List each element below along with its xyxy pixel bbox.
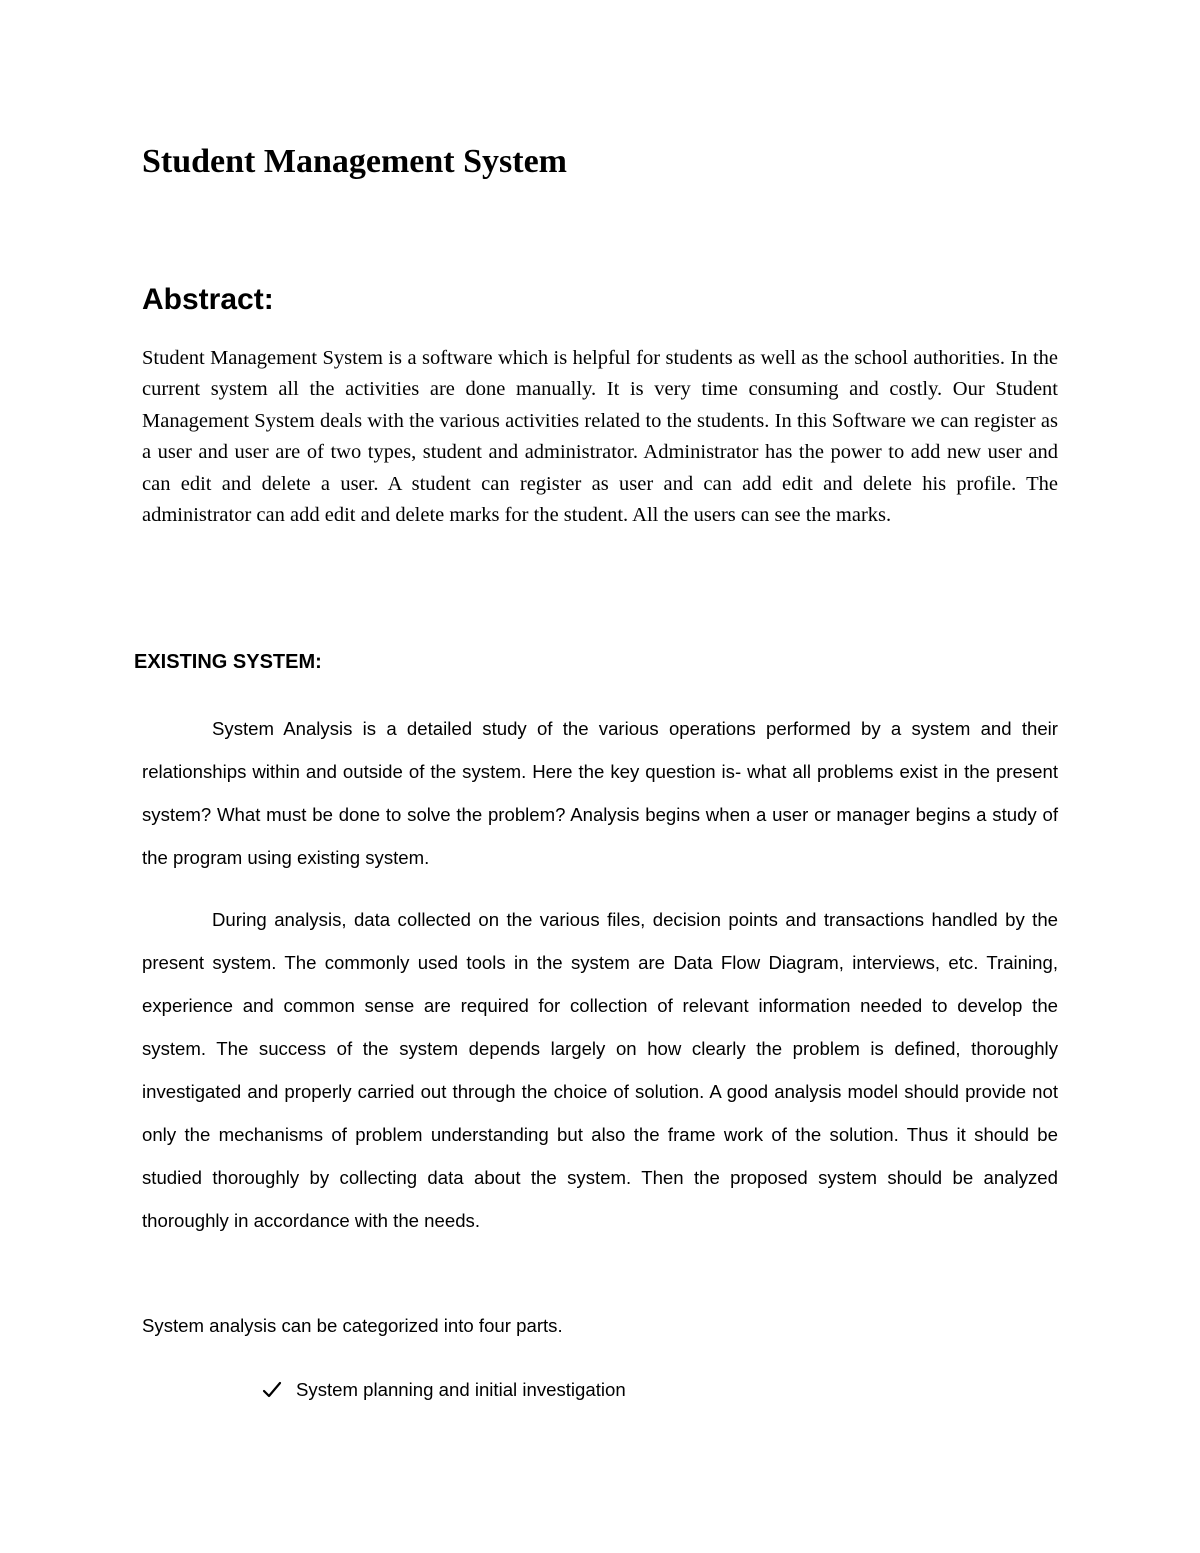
list-item (262, 1374, 626, 1406)
analysis-parts-list (262, 1374, 626, 1406)
existing-system-paragraph-2: During analysis, data collected on the various files, decision points and transactions handled by the present system. The commonly used tools in the system are Data Flow Diagram, interviews, etc. Training, experience and common sense are required for collection of relevant information needed to develop the system. The success of the system depends largely on how clearly the problem is defined, thoroughly investigated and properly carried out through the choice of solution. A good analysis model should provide not only the mechanisms of problem understanding but also the frame work of the solution. Thus it should be studied thoroughly by collecting data about the system. Then the proposed system should be analyzed thoroughly in accordance with the needs. (142, 909, 1058, 1231)
analysis-intro-line: System analysis can be categorized into four parts. (142, 1315, 563, 1336)
abstract-heading: Abstract: (142, 283, 274, 316)
existing-system-paragraph-1: System Analysis is a detailed study of the various operations performed by a system and their relationships within and outside of the system. Here the key question is- what all problems exist in the present system? What must be done to solve the problem? Analysis begins when a user or manager begins a study of the program using existing system. (142, 718, 1058, 868)
existing-system-heading: EXISTING SYSTEM: (134, 651, 322, 673)
list-item-label: System planning and initial investigation (296, 1379, 626, 1400)
document-title: Student Management System (142, 143, 567, 180)
checkmark-icon (262, 1381, 282, 1399)
abstract-paragraph: Student Management System is a software which is helpful for students as well as the school authorities. In the current system all the activities are done manually. It is very time consuming and costly. Our Student Management System deals with the various activities related to the students. In this Software we can register as a user and user are of two types, student and administrator. Administrator has the power to add new user and can edit and delete a user. A student can register as user and can add edit and delete his profile. The administrator can add edit and delete marks for the student. All the users can see the marks. (142, 347, 1058, 527)
